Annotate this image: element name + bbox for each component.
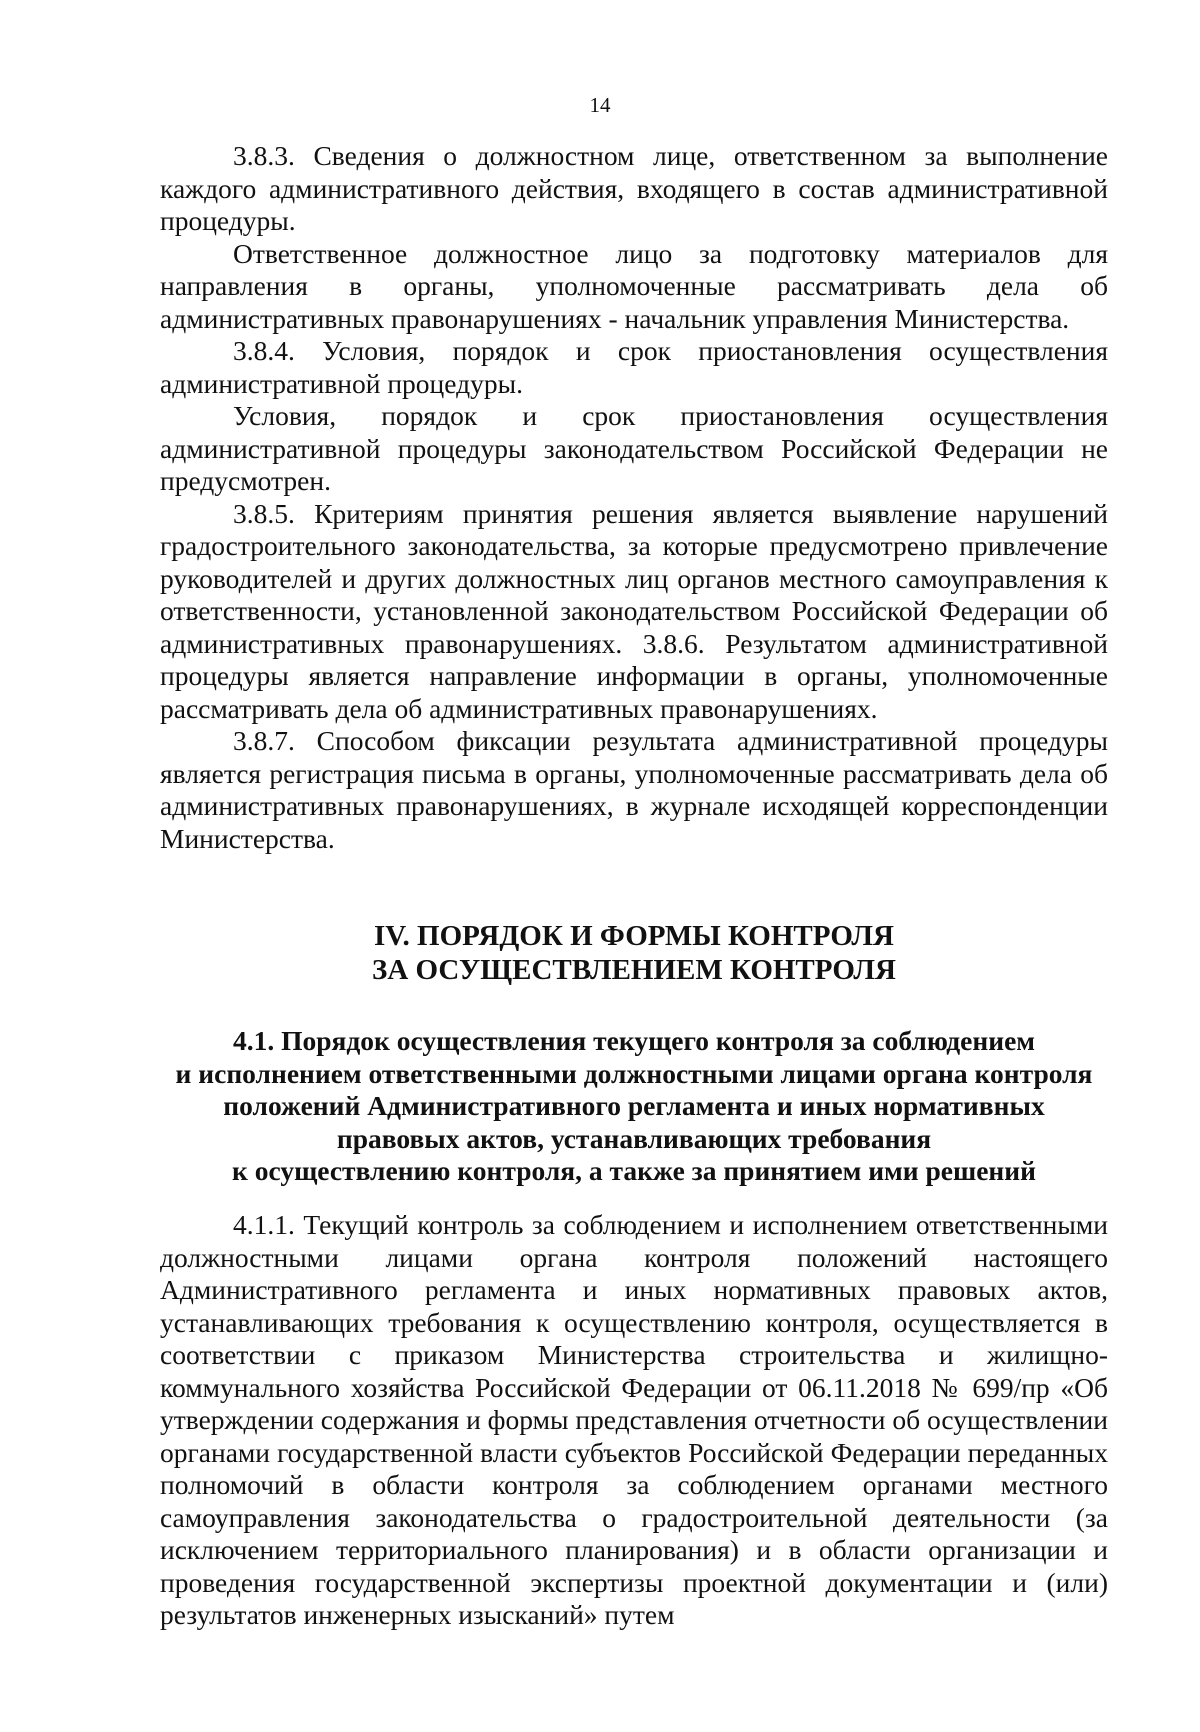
- subsection-heading-line: и исполнением ответственными должностными лицами органа контроля: [175, 1057, 1093, 1089]
- subsection-heading-line: к осуществлению контроля, а также за принятием ими решений: [232, 1155, 1036, 1186]
- page-number: 14: [589, 93, 611, 117]
- paragraph-responsible-person: Ответственное должностное лицо за подготовку материалов для направления в органы, уполномоченные рассматривать дела об административных правонарушениях - начальник управления Министерства.: [160, 237, 1108, 334]
- paragraph-3-8-4: 3.8.4. Условия, порядок и срок приостановления осуществления административной процедуры.: [160, 335, 1108, 399]
- section-heading: [160, 919, 1108, 987]
- subsection-heading-line: положений Административного регламента и иных нормативных: [223, 1090, 1045, 1121]
- paragraph-suspension-conditions: Условия, порядок и срок приостановления осуществления административной процедуры законодательством Российской Федерации не предусмотрен.: [160, 400, 1108, 496]
- paragraph-3-8-5: 3.8.5. Критериям принятия решения является выявление нарушений градостроительного законодательства, за которые предусмотрено привлечение руководителей и других должностных лиц органов местного самоуправления к ответственности, установленной законодательством Российской Федерации об административных правонарушениях. 3.8.6. Результатом административной процедуры является направление информации в органы, уполномоченные рассматривать дела об административных правонарушениях.: [160, 497, 1108, 724]
- body-text-top: [160, 140, 1108, 855]
- section-heading-line: ЗА ОСУЩЕСТВЛЕНИЕМ КОНТРОЛЯ: [372, 954, 896, 986]
- body-text-bottom: [160, 1209, 1108, 1632]
- subsection-heading: [160, 1025, 1108, 1188]
- subsection-heading-line: 4.1. Порядок осуществления текущего контроля за соблюдением: [232, 1025, 1036, 1056]
- section-heading-line: IV. ПОРЯДОК И ФОРМЫ КОНТРОЛЯ: [374, 920, 894, 952]
- subsection-heading-line: правовых актов, устанавливающих требования: [336, 1122, 932, 1154]
- paragraph-3-8-7: 3.8.7. Способом фиксации результата административной процедуры является регистрация письма в органы, уполномоченные рассматривать дела об административных правонарушениях, в журнале исходящей корреспонденции Министерства.: [160, 725, 1108, 854]
- paragraph-4-1-1: 4.1.1. Текущий контроль за соблюдением и исполнением ответственными должностными лицами органа контроля положений настоящего Административного регламента и иных нормативных правовых актов, устанавливающих требования к осуществлению контроля, осуществляется в соответствии с приказом Министерства строительства и жилищно-коммунального хозяйства Российской Федерации от 06.11.2018 № 699/пр «Об утверждении содержания и формы представления отчетности об осуществлении органами государственной власти субъектов Российской Федерации переданных полномочий в области контроля за соблюдением органами местного самоуправления законодательства о градостроительной деятельности (за исключением территориального планирования) и в области организации и проведения государственной экспертизы проектной документации и (или) результатов инженерных изысканий» путем: [160, 1209, 1108, 1630]
- paragraph-3-8-3: 3.8.3. Сведения о должностном лице, ответственном за выполнение каждого административного действия, входящего в состав административной процедуры.: [160, 140, 1108, 236]
